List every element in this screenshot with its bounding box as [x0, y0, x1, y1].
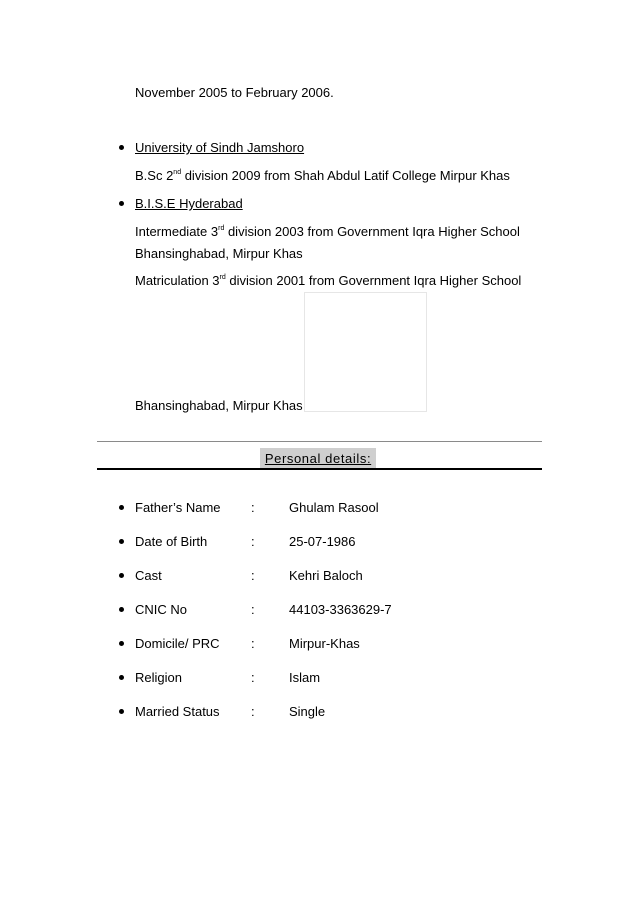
detail-label: Domicile/ PRC	[135, 636, 220, 651]
detail-value: Islam	[289, 670, 321, 685]
detail-separator: :	[251, 704, 255, 719]
bullet-icon	[119, 709, 124, 714]
degree-matriculation-location: Bhansinghabad, Mirpur Khas	[135, 398, 303, 413]
detail-separator: :	[251, 636, 255, 651]
detail-value: 44103-3363629-7	[289, 602, 392, 617]
section-heading-personal	[260, 448, 376, 470]
bullet-icon	[119, 539, 124, 544]
detail-separator: :	[251, 670, 255, 685]
detail-label: Father’s Name	[135, 500, 221, 515]
detail-separator: :	[251, 568, 255, 583]
bullet-icon	[119, 201, 124, 206]
period-line: November 2005 to February 2006.	[135, 85, 334, 100]
divider-line-thick	[97, 468, 542, 470]
section-heading-label: Personal details:	[264, 451, 372, 466]
detail-value: 25-07-1986	[289, 534, 356, 549]
degree-matriculation: Matriculation 3rd division 2001 from Government Iqra Higher School	[135, 273, 522, 288]
detail-separator: :	[251, 500, 255, 515]
detail-value: Mirpur-Khas	[289, 636, 360, 651]
degree-bsc: B.Sc 2nd division 2009 from Shah Abdul Latif College Mirpur Khas	[135, 168, 510, 183]
bullet-icon	[119, 573, 124, 578]
detail-label: Married Status	[135, 704, 220, 719]
bullet-icon	[119, 505, 124, 510]
degree-intermediate-location: Bhansinghabad, Mirpur Khas	[135, 246, 303, 261]
photo-placeholder	[304, 292, 427, 412]
bullet-icon	[119, 675, 124, 680]
institution-name-sindh: University of Sindh Jamshoro	[135, 140, 305, 155]
bullet-icon	[119, 607, 124, 612]
detail-separator: :	[251, 602, 255, 617]
detail-value: Kehri Baloch	[289, 568, 363, 583]
bullet-icon	[119, 145, 124, 150]
bullet-icon	[119, 641, 124, 646]
divider-line	[97, 441, 542, 442]
detail-value: Ghulam Rasool	[289, 500, 379, 515]
detail-value: Single	[289, 704, 326, 719]
detail-label: Religion	[135, 670, 182, 685]
detail-label: Cast	[135, 568, 162, 583]
detail-separator: :	[251, 534, 255, 549]
degree-intermediate: Intermediate 3rd division 2003 from Government Iqra Higher School	[135, 224, 520, 239]
institution-name-bise: B.I.S.E Hyderabad	[135, 196, 243, 211]
detail-label: Date of Birth	[135, 534, 208, 549]
detail-label: CNIC No	[135, 602, 188, 617]
